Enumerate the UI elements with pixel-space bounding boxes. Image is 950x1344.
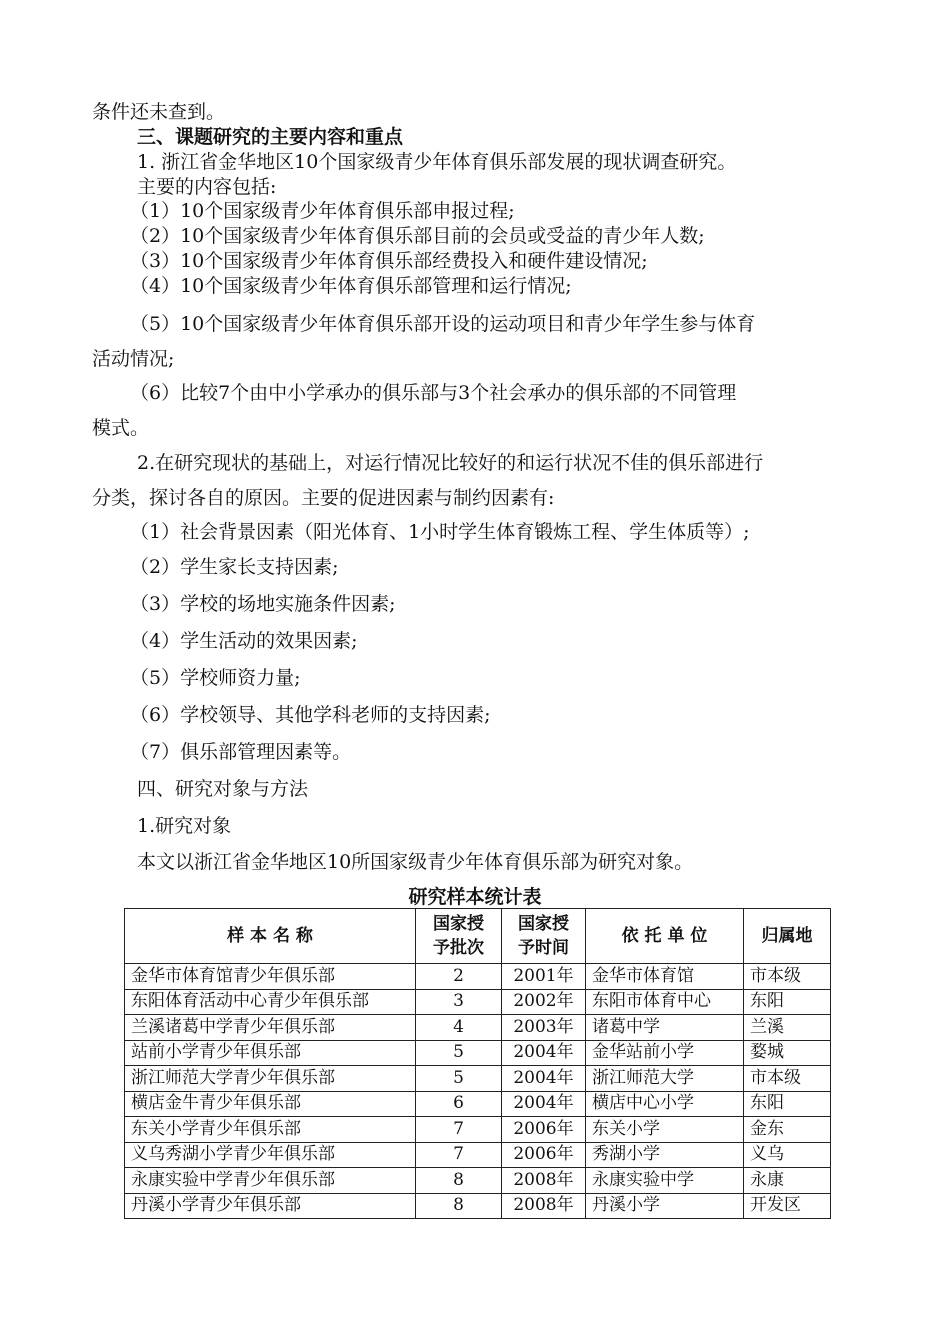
cell-year: 2004年 (502, 1091, 586, 1117)
content-item-2-continuation: 分类，探讨各自的原因。主要的促进因素与制约因素有: (92, 487, 555, 509)
cell-year: 2006年 (502, 1117, 586, 1143)
cell-batch: 5 (416, 1066, 502, 1092)
factor-item: （6）学校领导、其他学科老师的支持因素; (130, 704, 491, 726)
cell-unit: 诸葛中学 (586, 1015, 744, 1041)
header-batch-line2: 予批次 (433, 938, 484, 958)
cell-batch: 7 (416, 1117, 502, 1143)
list-item: （6）比较7个由中小学承办的俱乐部与3个社会承办的俱乐部的不同管理 (130, 382, 737, 404)
paragraph-continuation: 条件还未查到。 (92, 101, 226, 123)
cell-year: 2003年 (502, 1015, 586, 1041)
list-item: （5）10个国家级青少年体育俱乐部开设的运动项目和青少年学生参与体育 (130, 313, 756, 335)
cell-year: 2006年 (502, 1142, 586, 1168)
cell-region: 兰溪 (744, 1015, 831, 1041)
table-row (125, 1066, 831, 1092)
cell-batch: 7 (416, 1142, 502, 1168)
cell-name: 兰溪诸葛中学青少年俱乐部 (125, 1015, 416, 1041)
cell-region: 市本级 (744, 1066, 831, 1092)
cell-unit: 东关小学 (586, 1117, 744, 1143)
section-heading-4: 四、研究对象与方法 (137, 778, 309, 800)
cell-name: 站前小学青少年俱乐部 (125, 1040, 416, 1066)
table-caption: 研究样本统计表 (408, 886, 542, 908)
cell-region: 永康 (744, 1168, 831, 1194)
header-time (502, 909, 586, 964)
cell-name: 东关小学青少年俱乐部 (125, 1117, 416, 1143)
cell-batch: 8 (416, 1193, 502, 1219)
content-item-1: 1. 浙江省金华地区10个国家级青少年体育俱乐部发展的现状调查研究。 (137, 151, 737, 173)
table-row (125, 1015, 831, 1041)
list-item: （3）10个国家级青少年体育俱乐部经费投入和硬件建设情况; (130, 250, 648, 272)
cell-name: 丹溪小学青少年俱乐部 (125, 1193, 416, 1219)
sample-table (124, 908, 831, 1219)
cell-batch: 2 (416, 964, 502, 990)
cell-unit: 金华站前小学 (586, 1040, 744, 1066)
cell-region: 义乌 (744, 1142, 831, 1168)
cell-region: 金东 (744, 1117, 831, 1143)
table-row (125, 989, 831, 1015)
list-item-continuation: 活动情况; (92, 348, 175, 370)
content-item-2: 2.在研究现状的基础上，对运行情况比较好的和运行状况不佳的俱乐部进行 (137, 452, 764, 474)
factor-item: （7）俱乐部管理因素等。 (130, 741, 352, 763)
cell-unit: 横店中心小学 (586, 1091, 744, 1117)
cell-unit: 金华市体育馆 (586, 964, 744, 990)
cell-unit: 东阳市体育中心 (586, 989, 744, 1015)
cell-batch: 6 (416, 1091, 502, 1117)
cell-batch: 5 (416, 1040, 502, 1066)
research-object-text: 本文以浙江省金华地区10所国家级青少年体育俱乐部为研究对象。 (137, 851, 694, 873)
factor-item: （4）学生活动的效果因素; (130, 630, 358, 652)
cell-unit: 永康实验中学 (586, 1168, 744, 1194)
table-row (125, 1040, 831, 1066)
header-batch-line1: 国家授 (433, 914, 484, 934)
cell-name: 金华市体育馆青少年俱乐部 (125, 964, 416, 990)
cell-name: 浙江师范大学青少年俱乐部 (125, 1066, 416, 1092)
cell-unit: 秀湖小学 (586, 1142, 744, 1168)
table-row (125, 1091, 831, 1117)
cell-year: 2001年 (502, 964, 586, 990)
list-item: （2）10个国家级青少年体育俱乐部目前的会员或受益的青少年人数; (130, 225, 705, 247)
cell-name: 横店金牛青少年俱乐部 (125, 1091, 416, 1117)
cell-batch: 8 (416, 1168, 502, 1194)
cell-region: 东阳 (744, 989, 831, 1015)
factor-item: （2）学生家长支持因素; (130, 556, 339, 578)
cell-name: 东阳体育活动中心青少年俱乐部 (125, 989, 416, 1015)
section-heading-3: 三、课题研究的主要内容和重点 (137, 126, 404, 148)
cell-region: 市本级 (744, 964, 831, 990)
cell-unit: 浙江师范大学 (586, 1066, 744, 1092)
header-region: 归属地 (744, 909, 831, 964)
table-row (125, 964, 831, 990)
cell-region: 东阳 (744, 1091, 831, 1117)
cell-name: 永康实验中学青少年俱乐部 (125, 1168, 416, 1194)
cell-unit: 丹溪小学 (586, 1193, 744, 1219)
header-batch (416, 909, 502, 964)
list-item: （4）10个国家级青少年体育俱乐部管理和运行情况; (130, 275, 572, 297)
cell-year: 2002年 (502, 989, 586, 1015)
table-header-row (125, 909, 831, 964)
factor-item: （5）学校师资力量; (130, 667, 301, 689)
cell-batch: 3 (416, 989, 502, 1015)
subsection-heading: 1.研究对象 (137, 815, 232, 837)
header-name: 样 本 名 称 (125, 909, 416, 964)
cell-year: 2008年 (502, 1168, 586, 1194)
cell-name: 义乌秀湖小学青少年俱乐部 (125, 1142, 416, 1168)
table-row (125, 1117, 831, 1143)
cell-year: 2004年 (502, 1040, 586, 1066)
header-unit: 依 托 单 位 (586, 909, 744, 964)
cell-year: 2004年 (502, 1066, 586, 1092)
content-intro: 主要的内容包括: (137, 176, 277, 198)
table-row (125, 1142, 831, 1168)
list-item-continuation: 模式。 (92, 417, 150, 439)
factor-item: （1）社会背景因素（阳光体育、1小时学生体育锻炼工程、学生体质等）; (130, 521, 750, 543)
cell-batch: 4 (416, 1015, 502, 1041)
cell-region: 开发区 (744, 1193, 831, 1219)
cell-year: 2008年 (502, 1193, 586, 1219)
table-row (125, 1168, 831, 1194)
header-time-line1: 国家授 (518, 914, 569, 934)
factor-item: （3）学校的场地实施条件因素; (130, 593, 396, 615)
table-row (125, 1193, 831, 1219)
list-item: （1）10个国家级青少年体育俱乐部申报过程; (130, 200, 515, 222)
cell-region: 婺城 (744, 1040, 831, 1066)
header-time-line2: 予时间 (518, 938, 569, 958)
